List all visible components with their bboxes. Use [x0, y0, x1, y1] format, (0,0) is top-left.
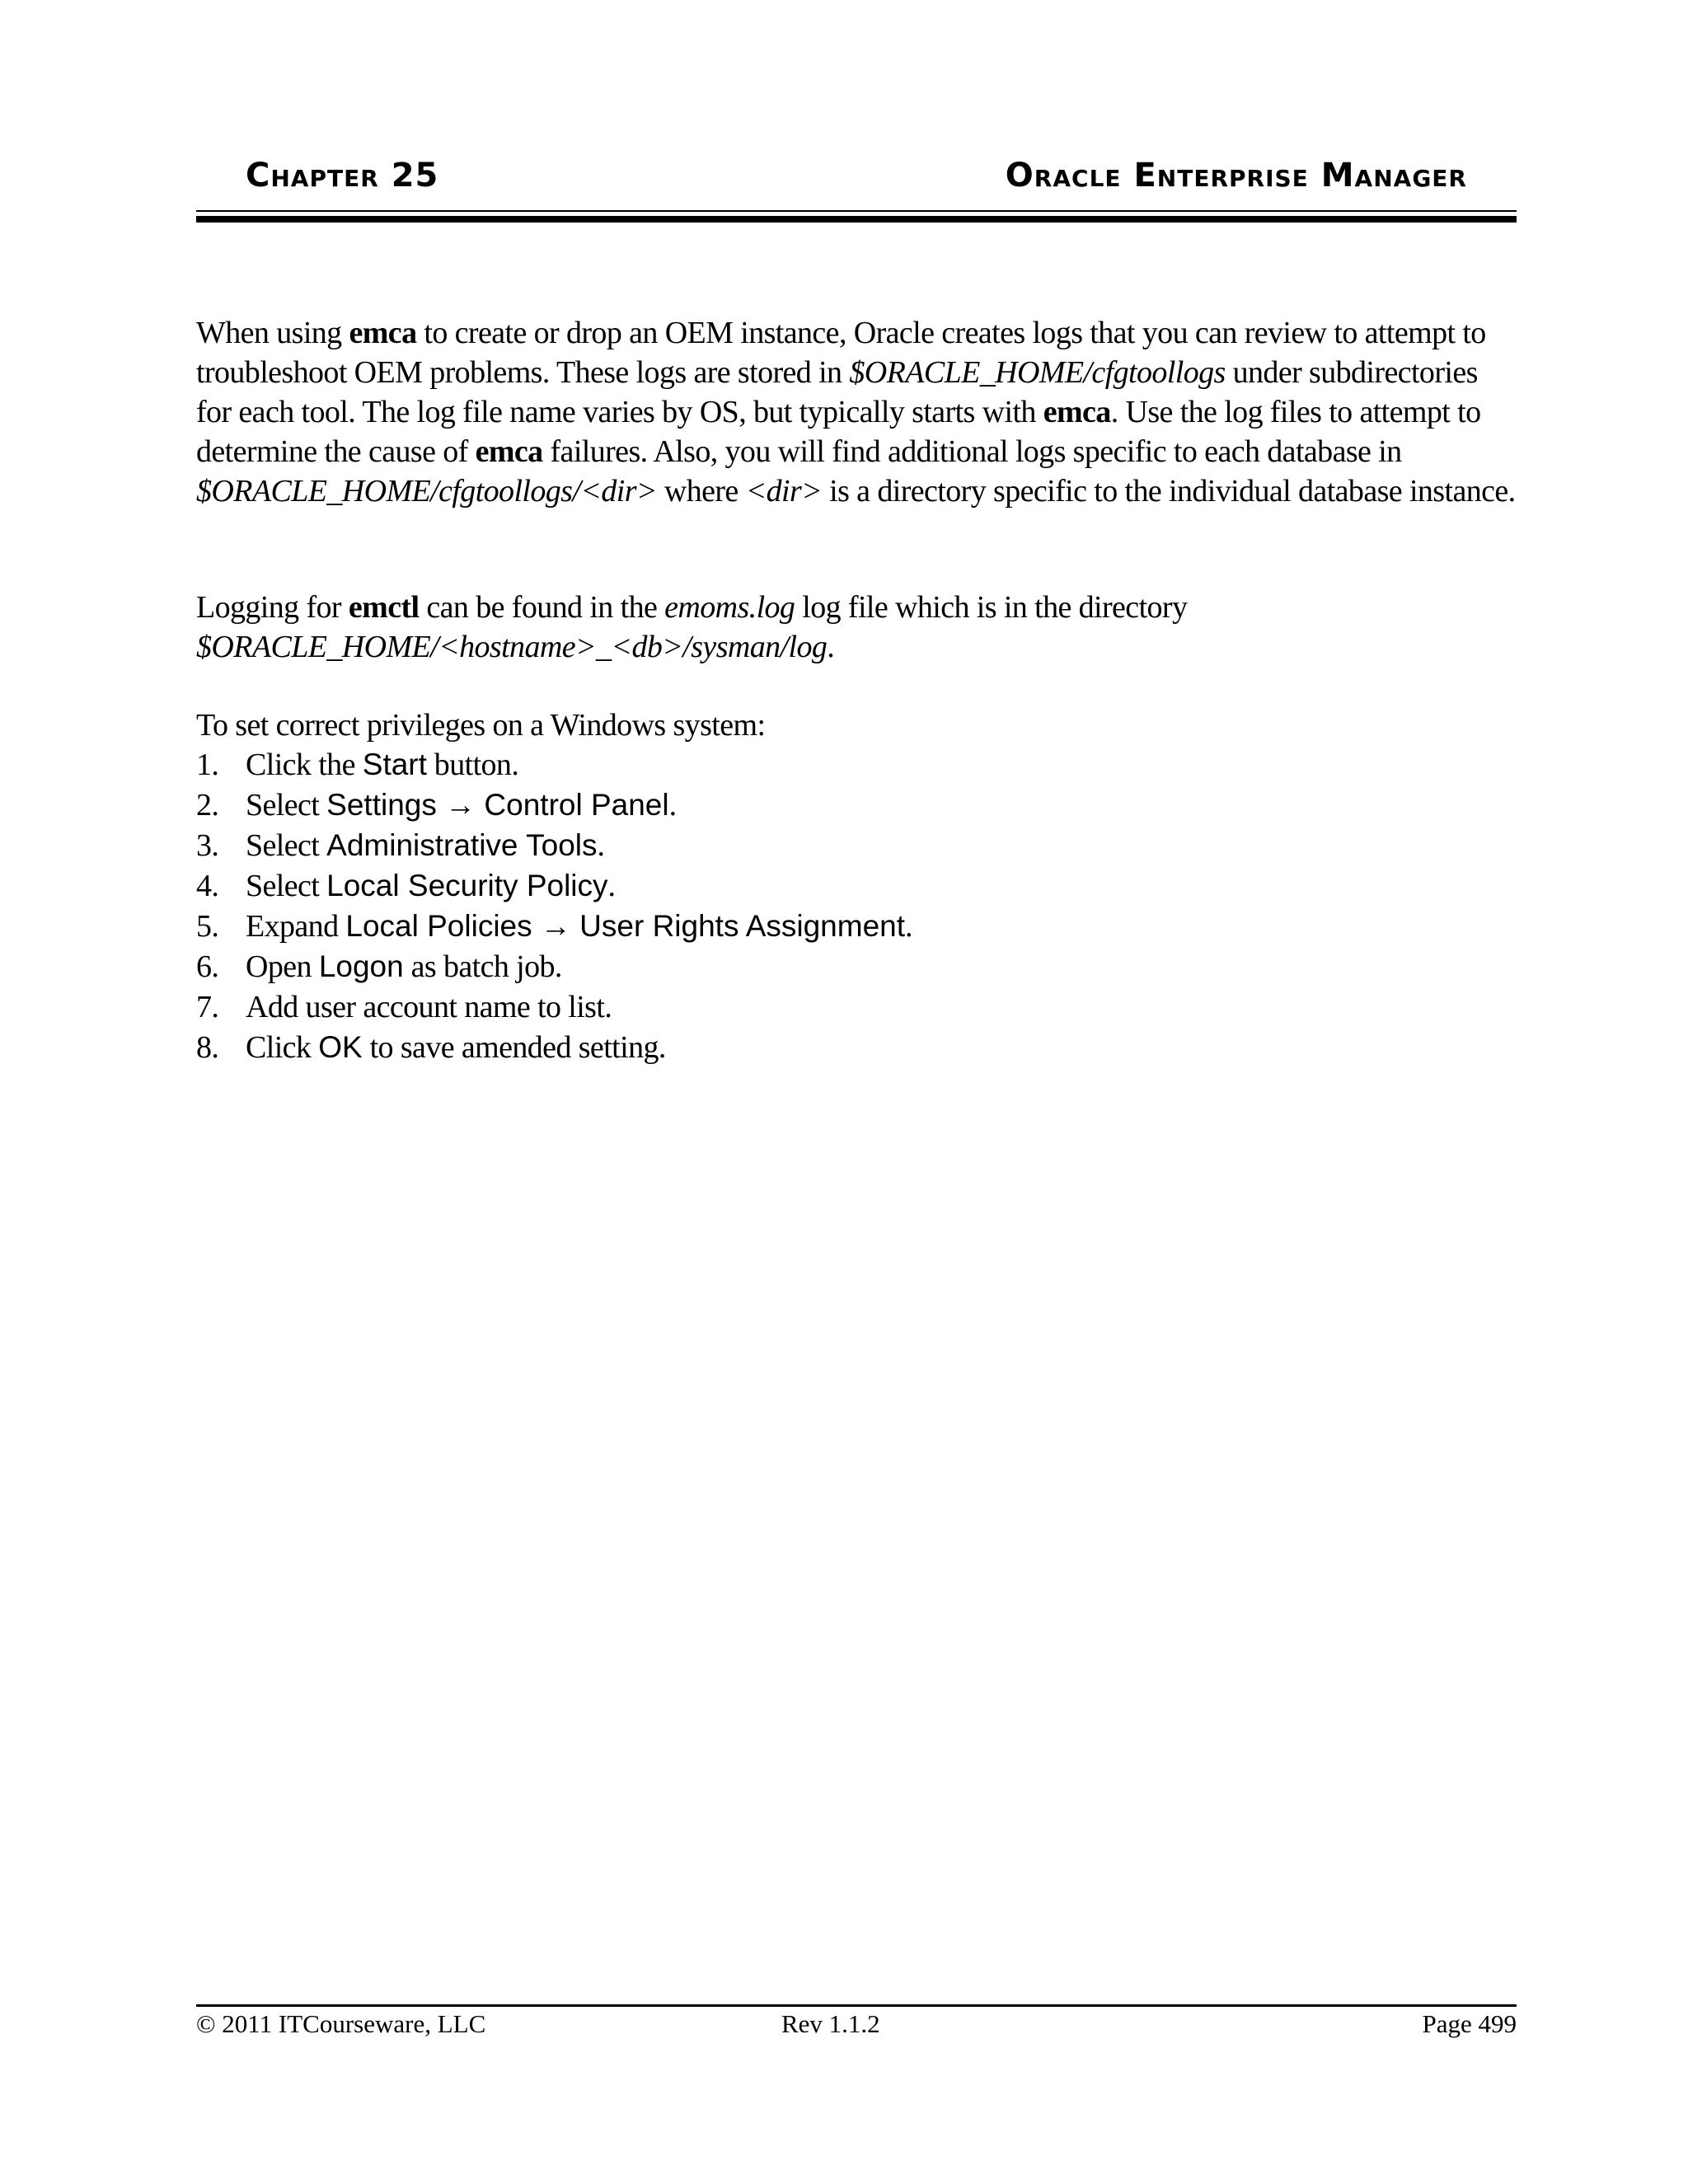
step-text: to save amended setting. [362, 1030, 666, 1065]
step-text: as batch job. [403, 949, 562, 984]
step-number: 3. [196, 828, 219, 863]
step-text: Select [246, 828, 327, 863]
footer-rule [196, 2004, 1517, 2007]
path-sysman-log: $ORACLE_HOME/<hostname>_<db>/sysman/log [196, 630, 828, 664]
file-emoms-log: emoms.log [664, 590, 795, 625]
step-number: 2. [196, 788, 219, 823]
ui-term: OK [318, 1030, 363, 1064]
ui-term: Local Policies → User Rights Assignment [345, 909, 906, 943]
command-emca: emca [1043, 395, 1111, 429]
page-header [196, 157, 1517, 206]
ui-term: Logon [318, 949, 404, 983]
text: under subdirectories for each tool. The log file name varies by OS, but typically starts with [196, 355, 1478, 429]
paragraph-emctl-logs [196, 588, 1517, 667]
paragraph-emca-logs [196, 313, 1517, 511]
dir-placeholder: <dir> [745, 474, 823, 509]
step-number: 6. [196, 949, 219, 984]
text: Logging for [196, 590, 349, 625]
step-number: 5. [196, 909, 219, 944]
text: to create or drop an OEM instance, Oracle creates logs that you can review to attempt to troubleshoot OEM problems. These logs are stored in [196, 316, 1486, 390]
text: where [656, 474, 746, 509]
step-number: 8. [196, 1030, 219, 1065]
step-text: button. [426, 748, 519, 782]
ui-term: Administrative Tools [326, 828, 598, 862]
step-text: . [607, 869, 616, 903]
list-item [196, 826, 1517, 866]
step-text: . [597, 828, 605, 863]
footer-page-number: Page 499 [1422, 2009, 1517, 2038]
command-emca: emca [349, 316, 417, 350]
ui-term: Start [362, 748, 427, 781]
step-text: . [668, 788, 677, 823]
paragraph-windows-privileges: To set correct privileges on a Windows system: [196, 708, 766, 743]
footer-revision: Rev 1.1.2 [781, 2009, 880, 2038]
text: is a directory specific to the individual database instance. [822, 474, 1516, 509]
steps-list [196, 745, 1517, 1068]
list-item [196, 947, 1517, 987]
step-number: 1. [196, 748, 219, 782]
text: failures. Also, you will find additional logs specific to each database in [542, 434, 1402, 469]
text: . [827, 630, 835, 664]
text: can be found in the [419, 590, 665, 625]
text: log file which is in the directory [795, 590, 1188, 625]
list-item [196, 987, 1517, 1028]
header-rule-thick [196, 216, 1517, 223]
step-number: 4. [196, 869, 219, 903]
ui-term: Settings → Control Panel [326, 788, 669, 822]
path-cfgtoollogs: $ORACLE_HOME/cfgtoollogs [849, 355, 1226, 390]
step-text: Select [246, 788, 327, 823]
step-number: 7. [196, 990, 219, 1024]
header-rule-thin [196, 210, 1517, 212]
section-title: Oracle Enterprise Manager [1005, 157, 1467, 194]
list-item [196, 785, 1517, 826]
text: When using [196, 316, 349, 350]
step-text: . [905, 909, 912, 944]
ui-term: Local Security Policy [326, 869, 608, 902]
list-item [196, 866, 1517, 907]
step-text: Add user account name to list. [246, 990, 612, 1024]
step-text: Open [246, 949, 319, 984]
step-text: Click the [246, 748, 363, 782]
list-item [196, 745, 1517, 785]
chapter-title: Chapter 25 [246, 157, 439, 194]
list-item [196, 1028, 1517, 1068]
step-text: Click [246, 1030, 319, 1065]
step-text: Expand [246, 909, 346, 944]
list-item [196, 907, 1517, 947]
footer-copyright: © 2011 ITCourseware, LLC [196, 2009, 486, 2038]
step-text: Select [246, 869, 327, 903]
command-emca: emca [475, 434, 543, 469]
text: . Use the log files to attempt to determine the cause of [196, 395, 1481, 469]
path-cfgtoollogs-dir: $ORACLE_HOME/cfgtoollogs/<dir> [196, 474, 657, 509]
command-emctl: emctl [348, 590, 420, 625]
